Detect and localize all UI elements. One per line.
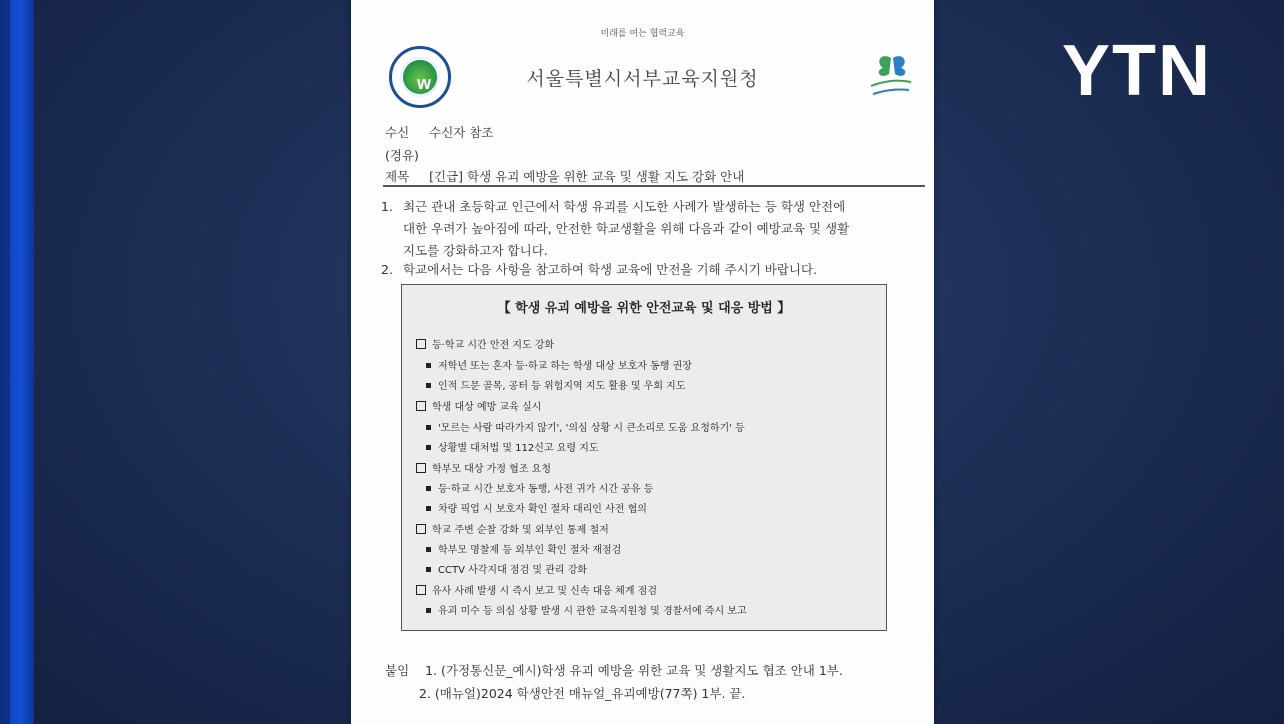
- checkbox-square-icon: [416, 463, 426, 473]
- bullet-icon: [426, 486, 431, 491]
- bullet-icon: [426, 506, 431, 511]
- section-heading: 유사 사례 발생 시 즉시 보고 및 신속 대응 체계 점검: [416, 582, 657, 597]
- paragraph-2: 2. 학교에서는 다음 사항을 참고하여 학생 교육에 만전을 기해 주시기 바랍니다.: [381, 262, 818, 277]
- recipient-row: [385, 123, 493, 141]
- bullet-icon: [426, 445, 431, 450]
- attachment-2: 2. (매뉴얼)2024 학생안전 매뉴얼_유괴예방(77쪽) 1부. 끝.: [419, 686, 746, 701]
- header-divider: [383, 185, 925, 187]
- list-item: 학부모 명찰제 등 외부인 확인 절차 재점검: [426, 541, 621, 556]
- bullet-icon: [426, 363, 431, 368]
- attachment-1: 붙임 1. (가정통신문_예시)학생 유괴 예방을 위한 교육 및 생활지도 협조 안내 1부.: [385, 663, 843, 678]
- recipient-value: 수신자 참조: [429, 125, 494, 140]
- bullet-icon: [426, 608, 431, 613]
- org-title: 서울특별시서부교육지원청: [526, 68, 759, 90]
- list-item: 상황별 대처법 및 112신고 요령 지도: [426, 439, 599, 454]
- guidance-box: [401, 284, 887, 631]
- list-item: 등·하교 시간 보호자 동행, 사전 귀가 시간 공유 등: [426, 480, 653, 495]
- broadcaster-logo: YTN: [1062, 31, 1212, 111]
- subject-value: [긴급] 학생 유괴 예방을 위한 교육 및 생활 지도 강화 안내: [429, 169, 745, 184]
- left-accent-shade: [0, 0, 10, 724]
- butterfly-emblem-icon: [865, 52, 917, 100]
- attachment-label: 붙임: [385, 663, 410, 678]
- bullet-icon: [426, 383, 431, 388]
- section-heading: 학교 주변 순찰 강화 및 외부인 통제 철저: [416, 521, 609, 536]
- education-office-seal-icon: w: [389, 46, 451, 108]
- bullet-icon: [426, 425, 431, 430]
- list-item: '모르는 사람 따라가지 않기', '의심 상황 시 큰소리로 도움 요청하기' 등: [426, 419, 745, 434]
- list-item: 유괴 미수 등 의심 상황 발생 시 관한 교육지원청 및 경찰서에 즉시 보고: [426, 602, 747, 617]
- section-heading: 학부모 대상 가정 협조 요청: [416, 460, 551, 475]
- checkbox-square-icon: [416, 339, 426, 349]
- via-row: (경유): [385, 148, 419, 163]
- guidance-box-title: 【 학생 유괴 예방을 위한 안전교육 및 대응 방법 】: [497, 301, 791, 316]
- document-motto: 미래를 여는 협력교육: [600, 29, 685, 39]
- list-item: 저학년 또는 혼자 등·하교 하는 학생 대상 보호자 동행 권장: [426, 357, 692, 372]
- list-item: 차량 픽업 시 보호자 확인 절차 대리인 사전 협의: [426, 500, 647, 515]
- paragraph-1: 1. 최근 관내 초등학교 인근에서 학생 유괴를 시도한 사례가 발생하는 등 학생 안전에 대한 우려가 높아짐에 따라, 안전한 학교생활을 위해 다음과 같이 예방교육 및 생활 지도를 강화하고자 합니다.: [381, 199, 850, 258]
- bullet-icon: [426, 547, 431, 552]
- section-heading: 학생 대상 예방 교육 실시: [416, 398, 541, 413]
- recipient-label: 수신: [385, 125, 410, 140]
- subject-label: 제목: [385, 169, 410, 184]
- checkbox-square-icon: [416, 401, 426, 411]
- section-heading: 등·학교 시간 안전 지도 강화: [416, 336, 554, 351]
- bullet-icon: [426, 567, 431, 572]
- checkbox-square-icon: [416, 524, 426, 534]
- official-document: [351, 0, 934, 724]
- subject-row: [385, 167, 744, 185]
- checkbox-square-icon: [416, 585, 426, 595]
- list-item: CCTV 사각지대 점검 및 관리 강화: [426, 561, 587, 576]
- list-item: 인적 드문 골목, 공터 등 위험지역 지도 활용 및 우회 지도: [426, 377, 686, 392]
